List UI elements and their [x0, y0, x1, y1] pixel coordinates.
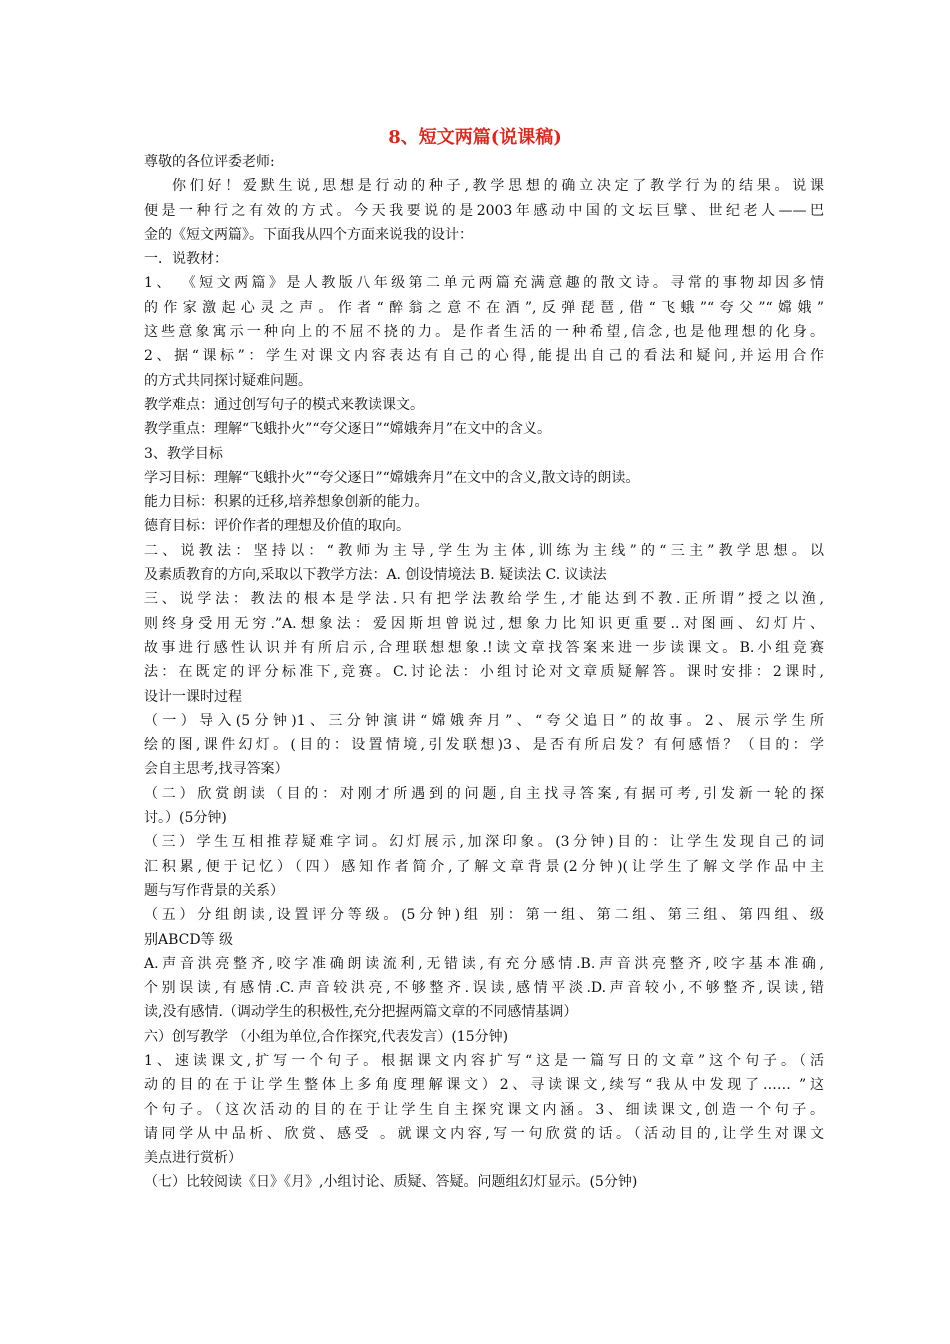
text-line: （一）导入(5分钟)1、三分钟演讲“嫦娥奔月”、“夸父追日”的故事。2、展示学生所: [144, 712, 824, 729]
text-line: 三、说学法：教法的根本是学法.只有把学法教给学生,才能达到不教.正所谓”授之以渔,: [144, 591, 824, 608]
text-line: 法：在既定的评分标准下,竞赛。C.讨论法：小组讨论对文章质疑解答。课时安排：2课时,: [144, 664, 824, 681]
text-line: A.声音洪亮整齐,咬字准确朗读流利,无错读,有充分感情.B.声音洪亮整齐,咬字基本准确,: [144, 955, 824, 972]
text-line: 故事进行感性认识并有所启示,合理联想想象.!读文章找答案来进一步读课文。B.小组竞赛: [144, 639, 824, 656]
text-line: （三）学生互相推荐疑难字词。幻灯展示,加深印象。(3分钟)目的：让学生发现自己的词: [144, 834, 824, 851]
text-line: 尊敬的各位评委老师:: [144, 154, 275, 170]
text-line: 学习目标：理解“飞蛾扑火”“夸父逐日”“嫦娥奔月”在文中的含义,散文诗的朗读。: [144, 469, 640, 486]
text-line: 二、说教法：坚持以：“教师为主导,学生为主体,训练为主线”的“三主”教学思想。以: [144, 542, 824, 559]
document-body: [144, 150, 824, 1195]
text-line: 1、 《短文两篇》是人教版八年级第二单元两篇充满意趣的散文诗。寻常的事物却因多情: [144, 275, 824, 292]
text-line: 1、速读课文,扩写一个句子。根据课文内容扩写“这是一篇写日的文章”这个句子。（活: [144, 1052, 824, 1069]
text-line: （二）欣赏朗读（目的：对刚才所遇到的问题,自主找寻答案,有据可考,引发新一轮的探: [144, 785, 824, 802]
text-line: 请同学从中品析、欣赏、感受 。就课文内容,写一句欣赏的话。（活动目的,让学生对课文: [144, 1125, 824, 1142]
text-line: 则终身受用无穷.”A.想象法：爱因斯坦曾说过,想象力比知识更重要..对图画、幻灯片、: [144, 615, 824, 632]
text-line: 读,没有感情.（调动学生的积极性,充分把握两篇文章的不同感情基调）: [144, 1004, 578, 1021]
text-line: （五）分组朗读,设置评分等级。(5分钟)组 别：第一组、第二组、第三组、第四组、级: [144, 907, 824, 924]
text-line: 讨。）(5分钟): [144, 810, 227, 827]
text-line: 的作家激起心灵之声。作者“醉翁之意不在酒”,反弹琵琶,借“飞蛾”“夸父”“嫦娥”: [144, 299, 824, 316]
text-line: 会自主思考,找寻答案）: [144, 761, 289, 778]
text-line: 教学重点：理解“飞蛾扑火”“夸父逐日”“嫦娥奔月”在文中的含义。: [144, 421, 551, 438]
text-line: 的方式共同探讨疑难问题。: [144, 372, 312, 389]
text-line: 一．说教材：: [144, 251, 228, 268]
text-line: 便是一种行之有效的方式。今天我要说的是2003年感动中国的文坛巨擘、世纪老人——巴: [144, 202, 824, 219]
text-line: 动的目的在于让学生整体上多角度理解课文）2、寻读课文,续写“我从中发现了…… ”这: [144, 1077, 824, 1094]
text-line: 能力目标：积累的迁移,培养想象创新的能力。: [144, 494, 429, 511]
text-line: 个别误读,有感情.C.声音较洪亮,不够整齐.误读,感情平淡.D.声音较小,不够整齐,误读,错: [144, 980, 824, 997]
text-line: 设计一课时过程: [144, 688, 242, 705]
text-line: 别ABCD等 级: [144, 931, 234, 948]
text-line: 教学难点：通过创写句子的模式来教读课文。: [144, 396, 424, 413]
text-line: 六）创写教学 （小组为单位,合作探究,代表发言）(15分钟): [144, 1028, 509, 1045]
text-line: 美点进行赏析）: [144, 1150, 242, 1167]
text-line: 2、据“课标”：学生对课文内容表达有自己的心得,能提出自己的看法和疑问,并运用合作: [144, 348, 824, 365]
text-line: 德育目标：评价作者的理想及价值的取向。: [144, 518, 410, 535]
text-line: 个句子。（这次活动的目的在于让学生自主探究课文内涵。3、细读课文,创造一个句子。: [144, 1101, 824, 1118]
text-line: 金的《短文两篇》。下面我从四个方面来说我的设计：: [144, 226, 473, 243]
text-line: 3、教学目标: [144, 445, 223, 462]
text-line: 汇积累,便于记忆）（四）感知作者简介,了解文章背景(2分钟)(让学生了解文学作品中主: [144, 858, 824, 875]
text-line: 这些意象寓示一种向上的不屈不挠的力。是作者生活的一种希望,信念,也是他理想的化身。: [144, 324, 824, 341]
text-line: 绘的图,课件幻灯。(目的：设置情境,引发联想)3、是否有所启发？有何感悟？（目的：学: [144, 737, 824, 754]
text-line: 题与写作背景的关系）: [144, 882, 284, 899]
document-title: 8、短文两篇(说课稿): [388, 127, 562, 148]
text-line: 及素质教育的方向,采取以下教学方法：A. 创设情境法 B. 疑读法 C. 议读法: [144, 567, 607, 584]
text-line: （七）比较阅读《日》《月》,小组讨论、质疑、答疑。问题组幻灯显示。(5分钟): [144, 1174, 638, 1191]
text-line: 你们好！爱默生说,思想是行动的种子,教学思想的确立决定了教学行为的结果。说课: [172, 178, 824, 195]
